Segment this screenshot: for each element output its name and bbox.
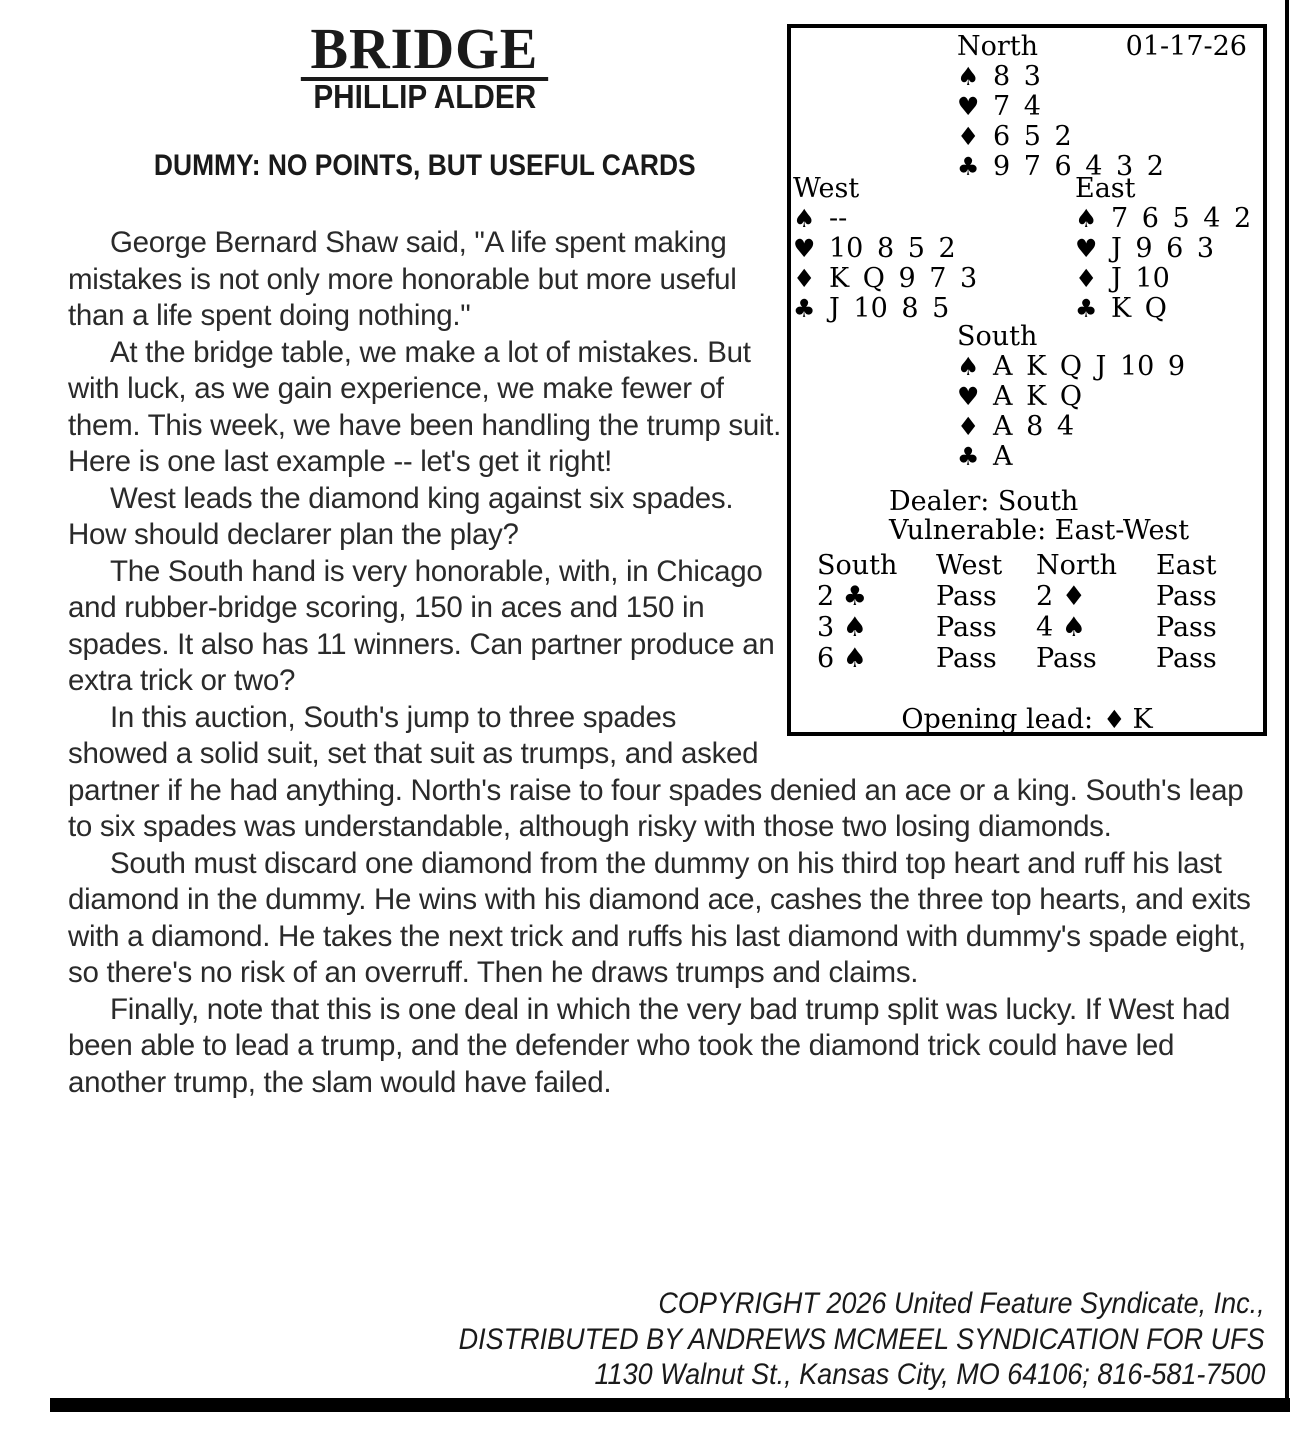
column-title: BRIDGE [301,22,548,81]
auction-header-south: South [817,550,898,581]
north-hearts-row [957,92,1164,122]
west-hand [793,174,977,324]
cards: 10 8 5 2 [829,233,956,264]
spade-icon: ♠ [957,62,980,91]
east-label: East [1075,173,1136,204]
cards: K Q 9 7 3 [829,263,978,294]
heart-icon: ♥ [957,382,980,411]
heart-icon: ♥ [793,234,816,263]
diamond-icon: ♦ [1103,705,1126,734]
cards: J 10 8 5 [829,293,950,324]
byline: PHILLIP ALDER [313,78,536,115]
north-diamonds-row [957,122,1164,152]
west-diamonds-row [793,264,977,294]
cards: 6 5 2 [993,121,1072,152]
club-icon: ♣ [957,152,980,181]
cards: A K Q J 10 9 [993,351,1186,382]
bid-cell: Pass [936,643,997,674]
south-diamonds-row [957,412,1185,442]
spade-icon: ♠ [957,352,980,381]
bid-cell: Pass [1036,643,1097,674]
copyright-line: COPYRIGHT 2026 United Feature Syndicate, Inc., [658,1287,1265,1320]
paragraph: South must discard one diamond from the dummy on his third top heart and ruff his last diamond in the dummy. He wins with his diamond ace, cashes the three top hearts, and exits with a diamond. He takes the next trick and ruffs his last diamond with dummy's spade eight, so there's no risk of an overruff. Then he draws trumps and claims. [68,846,1251,989]
cards: J 9 6 3 [1111,233,1215,264]
copyright-line: DISTRIBUTED BY ANDREWS MCMEEL SYNDICATION FOR UFS [458,1322,1265,1356]
east-clubs-row [1075,294,1251,324]
copyright-line: 1130 Walnut St., Kansas City, MO 64106; 816-581-7500 [594,1358,1265,1391]
west-clubs-row [793,294,977,324]
north-label: North [957,31,1039,62]
bid-cell: Pass [1156,643,1217,674]
cards: J 10 [1111,263,1170,294]
bid-cell: Pass [936,581,997,612]
cards: 9 7 6 4 3 2 [993,151,1164,182]
bid-cell: Pass [1156,612,1217,643]
cards: A 8 4 [993,411,1075,442]
paragraph: The South hand is very honorable, with, in Chicago and rubber-bridge scoring, 150 in aces and 150 in spades. It also has 11 winners. Can partner produce an extra trick or two? [68,554,775,697]
headline-text: DUMMY: NO POINTS, BUT USEFUL CARDS [153,149,696,182]
bid-cell: 2 ♦ [1036,581,1086,612]
deal-diagram [787,24,1267,736]
auction-header-east: East [1156,550,1217,581]
dealer-vulnerable-block [889,487,1189,545]
club-icon: ♣ [1075,294,1098,323]
diamond-icon: ♦ [1075,264,1098,293]
cards: A [993,441,1013,472]
bid-cell: 4 ♠ [1036,612,1086,643]
diamond-icon: ♦ [957,412,980,441]
cards: -- [829,203,848,234]
bid-cell: 6 ♠ [817,643,867,674]
spade-icon: ♠ [793,204,816,233]
east-hand [1075,174,1251,324]
spade-icon: ♠ [1075,204,1098,233]
heart-icon: ♥ [1075,234,1098,263]
cards: 7 4 [993,91,1041,122]
deal-date: 01-17-26 [1125,31,1247,62]
club-icon: ♣ [793,294,816,323]
auction-header-west: West [936,550,1003,581]
east-spades-row [1075,204,1251,234]
south-clubs-row [957,442,1185,472]
bid-cell: 3 ♠ [817,612,867,643]
south-hearts-row [957,382,1185,412]
cards: A K Q [993,381,1082,412]
paragraph: George Bernard Shaw said, "A life spent making mistakes is not only more honorable but more useful than a life spent doing nothing." [68,226,737,332]
south-hand [957,322,1185,472]
article-content [68,16,1267,1101]
paragraph: In this auction, South's jump to three spades showed a solid suit, set that suit as trumps, and asked partner if he had anything. North's raise to four spades denied an ace or a king. South's leap to six spades was understandable, although risky with those two losing diamonds. [68,700,1244,843]
bottom-rule [50,1398,1290,1412]
club-icon: ♣ [957,442,980,471]
west-label: West [793,173,860,204]
diamond-icon: ♦ [793,264,816,293]
paragraph: At the bridge table, we make a lot of mistakes. But with luck, as we gain experience, we make fewer of them. This week, we have been handling the trump suit. Here is one last example -- let's get it right! [68,335,781,478]
auction-table [817,550,1255,674]
west-hearts-row [793,234,977,264]
south-label: South [957,321,1038,352]
bid-cell: Pass [936,612,997,643]
paragraph: West leads the diamond king against six spades. How should declarer plan the play? [68,481,734,551]
north-spades-row [957,62,1164,92]
heart-icon: ♥ [957,92,980,121]
cards: 7 6 5 4 2 [1111,203,1252,234]
paragraph: Finally, note that this is one deal in which the very bad trump split was lucky. If West had been able to lead a trump, and the defender who took the diamond trick could have led another trump, the slam would have failed. [68,992,1231,1099]
north-hand [957,32,1164,182]
column-divider-rule [1285,0,1289,1412]
bid-cell: 2 ♣ [817,581,867,612]
auction-header-north: North [1036,550,1118,581]
bid-cell: Pass [1156,581,1217,612]
cards: 8 3 [993,61,1041,92]
west-spades-row [793,204,977,234]
cards: K Q [1111,293,1167,324]
opening-lead-label: Opening lead: [901,704,1094,735]
opening-lead [791,704,1263,735]
copyright-block [369,1286,1265,1393]
east-diamonds-row [1075,264,1251,294]
east-hearts-row [1075,234,1251,264]
south-spades-row [957,352,1185,382]
diamond-icon: ♦ [957,122,980,151]
dealer-line: Dealer: South [889,486,1079,517]
opening-lead-card: K [1132,704,1153,735]
vulnerable-line: Vulnerable: East-West [889,515,1190,546]
